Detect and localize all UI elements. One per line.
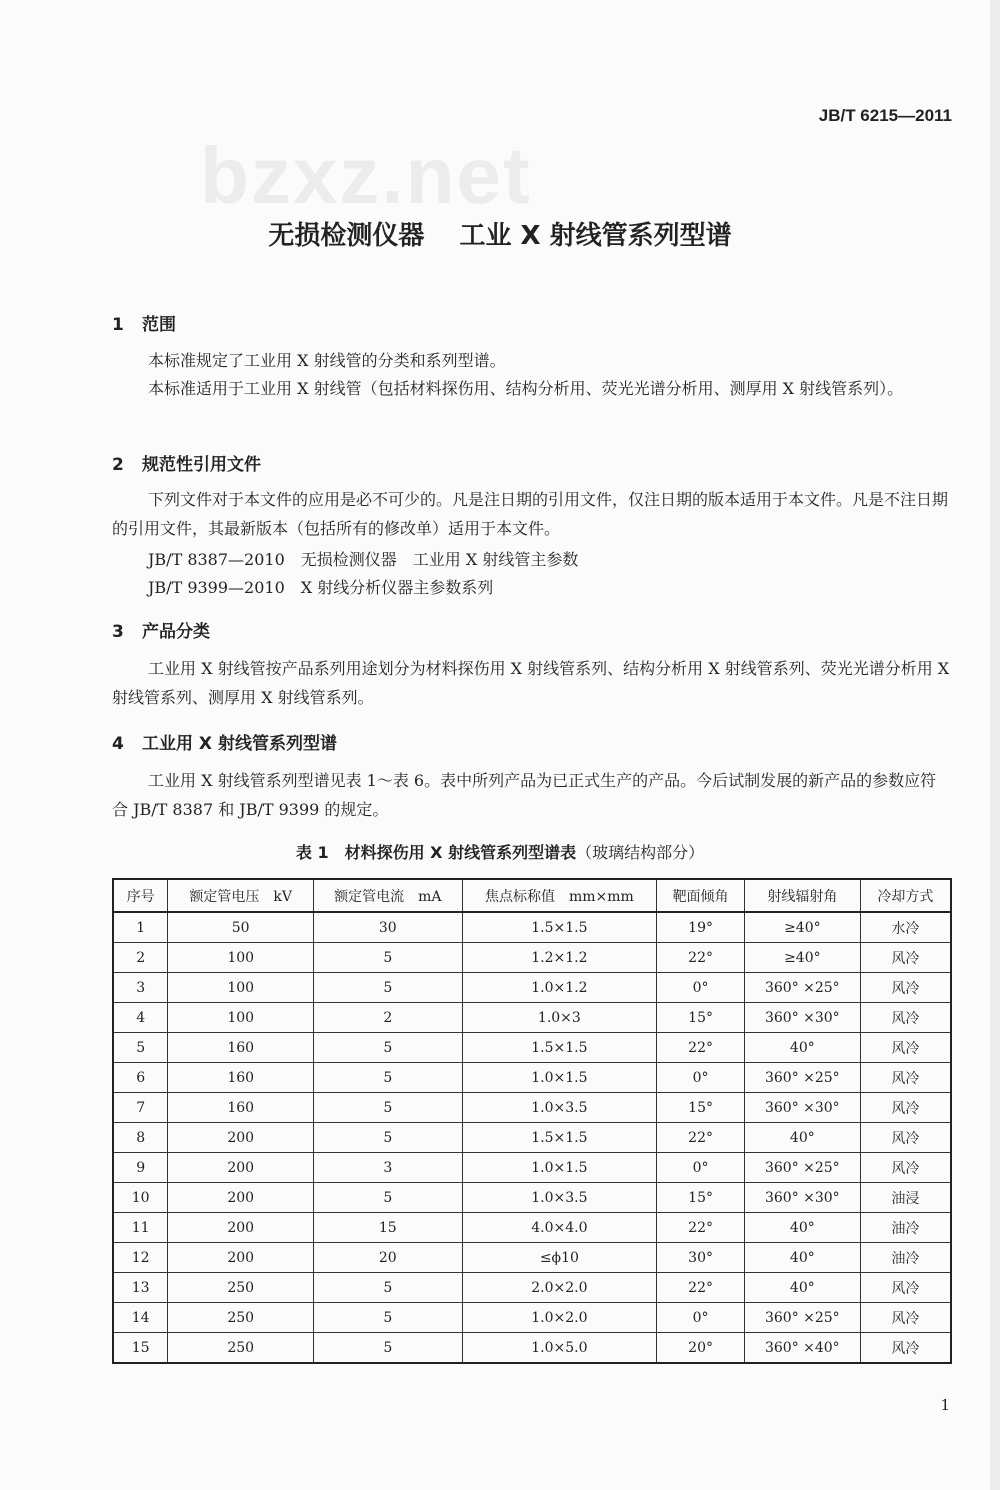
cell-target-angle: 22° bbox=[657, 943, 745, 973]
section-1-heading bbox=[112, 310, 176, 335]
cell-index: 1 bbox=[113, 912, 168, 943]
reference-jbt-8387: JB/T 8387—2010 无损检测仪器 工业用 X 射线管主参数 bbox=[148, 550, 579, 569]
section-title: 产品分类 bbox=[142, 622, 210, 642]
section-3-heading bbox=[112, 617, 210, 642]
table-row bbox=[113, 1153, 951, 1183]
section-4-heading bbox=[112, 729, 337, 754]
cell-beam-angle: ≥40° bbox=[744, 943, 860, 973]
cell-beam-angle: 360° ×30° bbox=[744, 1183, 860, 1213]
cell-target-angle: 15° bbox=[657, 1003, 745, 1033]
cell-beam-angle: 360° ×25° bbox=[744, 1063, 860, 1093]
section-2-paragraph-1: 下列文件对于本文件的应用是必不可少的。凡是注日期的引用文件，仅注日期的版本适用于本文件。凡是不注日期的引用文件，其最新版本（包括所有的修改单）适用于本文件。 bbox=[112, 490, 949, 538]
header-cooling: 冷却方式 bbox=[860, 879, 951, 912]
cell-beam-angle: 40° bbox=[744, 1213, 860, 1243]
cell-index: 9 bbox=[113, 1153, 168, 1183]
cell-index: 4 bbox=[113, 1003, 168, 1033]
cell-voltage: 200 bbox=[168, 1123, 314, 1153]
cell-current: 5 bbox=[313, 1063, 462, 1093]
table-row bbox=[113, 1033, 951, 1063]
cell-current: 2 bbox=[313, 1003, 462, 1033]
header-target-angle: 靶面倾角 bbox=[657, 879, 745, 912]
cell-beam-angle: 40° bbox=[744, 1123, 860, 1153]
cell-focal-spot: 4.0×4.0 bbox=[462, 1213, 657, 1243]
cell-target-angle: 20° bbox=[657, 1333, 745, 1364]
cell-target-angle: 22° bbox=[657, 1033, 745, 1063]
header-index: 序号 bbox=[113, 879, 168, 912]
cell-beam-angle: 360° ×30° bbox=[744, 1093, 860, 1123]
cell-cooling: 风冷 bbox=[860, 1273, 951, 1303]
cell-index: 3 bbox=[113, 973, 168, 1003]
section-number: 2 bbox=[112, 455, 124, 475]
table-1 bbox=[112, 878, 952, 1364]
cell-target-angle: 22° bbox=[657, 1213, 745, 1243]
table-row bbox=[113, 1243, 951, 1273]
table-row bbox=[113, 1273, 951, 1303]
cell-focal-spot: 1.5×1.5 bbox=[462, 1033, 657, 1063]
section-2-heading bbox=[112, 450, 261, 475]
cell-target-angle: 0° bbox=[657, 1153, 745, 1183]
cell-voltage: 50 bbox=[168, 912, 314, 943]
cell-cooling: 水冷 bbox=[860, 912, 951, 943]
cell-cooling: 风冷 bbox=[860, 1003, 951, 1033]
cell-focal-spot: ≤ϕ10 bbox=[462, 1243, 657, 1273]
cell-beam-angle: 360° ×25° bbox=[744, 1303, 860, 1333]
section-title: 规范性引用文件 bbox=[142, 455, 261, 475]
cell-focal-spot: 1.5×1.5 bbox=[462, 912, 657, 943]
cell-cooling: 风冷 bbox=[860, 1303, 951, 1333]
table-row bbox=[113, 1123, 951, 1153]
title-part2: 工业 X 射线管系列型谱 bbox=[459, 221, 732, 251]
cell-current: 5 bbox=[313, 1183, 462, 1213]
cell-index: 10 bbox=[113, 1183, 168, 1213]
cell-current: 5 bbox=[313, 1333, 462, 1364]
cell-focal-spot: 1.0×2.0 bbox=[462, 1303, 657, 1333]
cell-beam-angle: 40° bbox=[744, 1243, 860, 1273]
cell-target-angle: 15° bbox=[657, 1093, 745, 1123]
cell-current: 15 bbox=[313, 1213, 462, 1243]
cell-focal-spot: 1.0×1.5 bbox=[462, 1063, 657, 1093]
cell-voltage: 200 bbox=[168, 1243, 314, 1273]
cell-index: 8 bbox=[113, 1123, 168, 1153]
header-current: 额定管电流 mA bbox=[313, 879, 462, 912]
cell-target-angle: 22° bbox=[657, 1123, 745, 1153]
cell-cooling: 风冷 bbox=[860, 1333, 951, 1364]
cell-index: 15 bbox=[113, 1333, 168, 1364]
section-1-paragraph-2: 本标准适用于工业用 X 射线管（包括材料探伤用、结构分析用、荧光光谱分析用、测厚用 X 射线管系列）。 bbox=[148, 379, 904, 398]
section-1-paragraph-1: 本标准规定了工业用 X 射线管的分类和系列型谱。 bbox=[148, 351, 506, 370]
cell-current: 3 bbox=[313, 1153, 462, 1183]
section-title: 范围 bbox=[142, 315, 176, 335]
cell-index: 14 bbox=[113, 1303, 168, 1333]
table-caption-main: 表 1 材料探伤用 X 射线管系列型谱表 bbox=[295, 843, 577, 862]
section-number: 3 bbox=[112, 622, 124, 642]
title-part1: 无损检测仪器 bbox=[268, 221, 425, 251]
cell-target-angle: 30° bbox=[657, 1243, 745, 1273]
cell-voltage: 160 bbox=[168, 1063, 314, 1093]
cell-cooling: 风冷 bbox=[860, 973, 951, 1003]
table-header-row bbox=[113, 879, 951, 912]
cell-cooling: 风冷 bbox=[860, 1063, 951, 1093]
cell-current: 5 bbox=[313, 1123, 462, 1153]
cell-current: 5 bbox=[313, 973, 462, 1003]
cell-voltage: 100 bbox=[168, 973, 314, 1003]
table-row bbox=[113, 973, 951, 1003]
table-row bbox=[113, 1213, 951, 1243]
cell-current: 5 bbox=[313, 1033, 462, 1063]
cell-cooling: 油冷 bbox=[860, 1213, 951, 1243]
reference-jbt-9399: JB/T 9399—2010 X 射线分析仪器主参数系列 bbox=[148, 578, 494, 597]
table-row bbox=[113, 1093, 951, 1123]
cell-focal-spot: 1.0×5.0 bbox=[462, 1333, 657, 1364]
cell-target-angle: 0° bbox=[657, 1063, 745, 1093]
section-number: 4 bbox=[112, 734, 124, 754]
table-row bbox=[113, 1003, 951, 1033]
cell-beam-angle: 360° ×25° bbox=[744, 973, 860, 1003]
cell-focal-spot: 1.0×3.5 bbox=[462, 1183, 657, 1213]
table-row bbox=[113, 1303, 951, 1333]
cell-target-angle: 19° bbox=[657, 912, 745, 943]
cell-beam-angle: ≥40° bbox=[744, 912, 860, 943]
cell-cooling: 风冷 bbox=[860, 943, 951, 973]
cell-current: 5 bbox=[313, 1273, 462, 1303]
cell-voltage: 100 bbox=[168, 943, 314, 973]
cell-target-angle: 0° bbox=[657, 1303, 745, 1333]
cell-cooling: 油浸 bbox=[860, 1183, 951, 1213]
cell-cooling: 油冷 bbox=[860, 1243, 951, 1273]
cell-voltage: 160 bbox=[168, 1093, 314, 1123]
cell-cooling: 风冷 bbox=[860, 1123, 951, 1153]
table-row bbox=[113, 1183, 951, 1213]
cell-index: 5 bbox=[113, 1033, 168, 1063]
section-3-paragraph-1: 工业用 X 射线管按产品系列用途划分为材料探伤用 X 射线管系列、结构分析用 X 射线管系列、荧光光谱分析用 X 射线管系列、测厚用 X 射线管系列。 bbox=[112, 659, 950, 707]
cell-focal-spot: 1.5×1.5 bbox=[462, 1123, 657, 1153]
table-row bbox=[113, 1333, 951, 1364]
cell-focal-spot: 2.0×2.0 bbox=[462, 1273, 657, 1303]
cell-target-angle: 22° bbox=[657, 1273, 745, 1303]
cell-current: 20 bbox=[313, 1243, 462, 1273]
watermark: bzxz.net bbox=[200, 131, 532, 220]
header-focal-spot: 焦点标称值 mm×mm bbox=[462, 879, 657, 912]
cell-beam-angle: 360° ×25° bbox=[744, 1153, 860, 1183]
cell-focal-spot: 1.0×1.2 bbox=[462, 973, 657, 1003]
cell-cooling: 风冷 bbox=[860, 1093, 951, 1123]
header-beam-angle: 射线辐射角 bbox=[744, 879, 860, 912]
cell-voltage: 250 bbox=[168, 1303, 314, 1333]
table-1-caption bbox=[0, 840, 1000, 863]
cell-index: 2 bbox=[113, 943, 168, 973]
cell-cooling: 风冷 bbox=[860, 1033, 951, 1063]
section-number: 1 bbox=[112, 315, 124, 335]
cell-voltage: 200 bbox=[168, 1213, 314, 1243]
cell-voltage: 200 bbox=[168, 1183, 314, 1213]
cell-beam-angle: 40° bbox=[744, 1033, 860, 1063]
cell-voltage: 250 bbox=[168, 1273, 314, 1303]
cell-focal-spot: 1.2×1.2 bbox=[462, 943, 657, 973]
standard-code: JB/T 6215—2011 bbox=[818, 106, 952, 125]
cell-cooling: 风冷 bbox=[860, 1153, 951, 1183]
cell-focal-spot: 1.0×1.5 bbox=[462, 1153, 657, 1183]
cell-voltage: 200 bbox=[168, 1153, 314, 1183]
page-number: 1 bbox=[940, 1396, 950, 1414]
cell-current: 5 bbox=[313, 1093, 462, 1123]
section-title: 工业用 X 射线管系列型谱 bbox=[142, 734, 337, 754]
cell-beam-angle: 360° ×40° bbox=[744, 1333, 860, 1364]
cell-beam-angle: 360° ×30° bbox=[744, 1003, 860, 1033]
cell-index: 11 bbox=[113, 1213, 168, 1243]
cell-voltage: 250 bbox=[168, 1333, 314, 1364]
table-caption-sub: （玻璃结构部分） bbox=[576, 843, 705, 862]
table-row bbox=[113, 1063, 951, 1093]
cell-target-angle: 15° bbox=[657, 1183, 745, 1213]
section-4-paragraph-1: 工业用 X 射线管系列型谱见表 1～表 6。表中所列产品为已正式生产的产品。今后试制发展的新产品的参数应符合 JB/T 8387 和 JB/T 9399 的规定。 bbox=[112, 771, 937, 819]
header-voltage: 额定管电压 kV bbox=[168, 879, 314, 912]
cell-focal-spot: 1.0×3 bbox=[462, 1003, 657, 1033]
cell-index: 6 bbox=[113, 1063, 168, 1093]
cell-index: 12 bbox=[113, 1243, 168, 1273]
table-row bbox=[113, 943, 951, 973]
cell-voltage: 160 bbox=[168, 1033, 314, 1063]
cell-current: 5 bbox=[313, 943, 462, 973]
cell-index: 13 bbox=[113, 1273, 168, 1303]
table-row bbox=[113, 912, 951, 943]
cell-target-angle: 0° bbox=[657, 973, 745, 1003]
cell-current: 30 bbox=[313, 912, 462, 943]
cell-beam-angle: 40° bbox=[744, 1273, 860, 1303]
cell-voltage: 100 bbox=[168, 1003, 314, 1033]
cell-focal-spot: 1.0×3.5 bbox=[462, 1093, 657, 1123]
cell-index: 7 bbox=[113, 1093, 168, 1123]
table-body bbox=[113, 912, 951, 1363]
document-title bbox=[0, 215, 1000, 252]
cell-current: 5 bbox=[313, 1303, 462, 1333]
